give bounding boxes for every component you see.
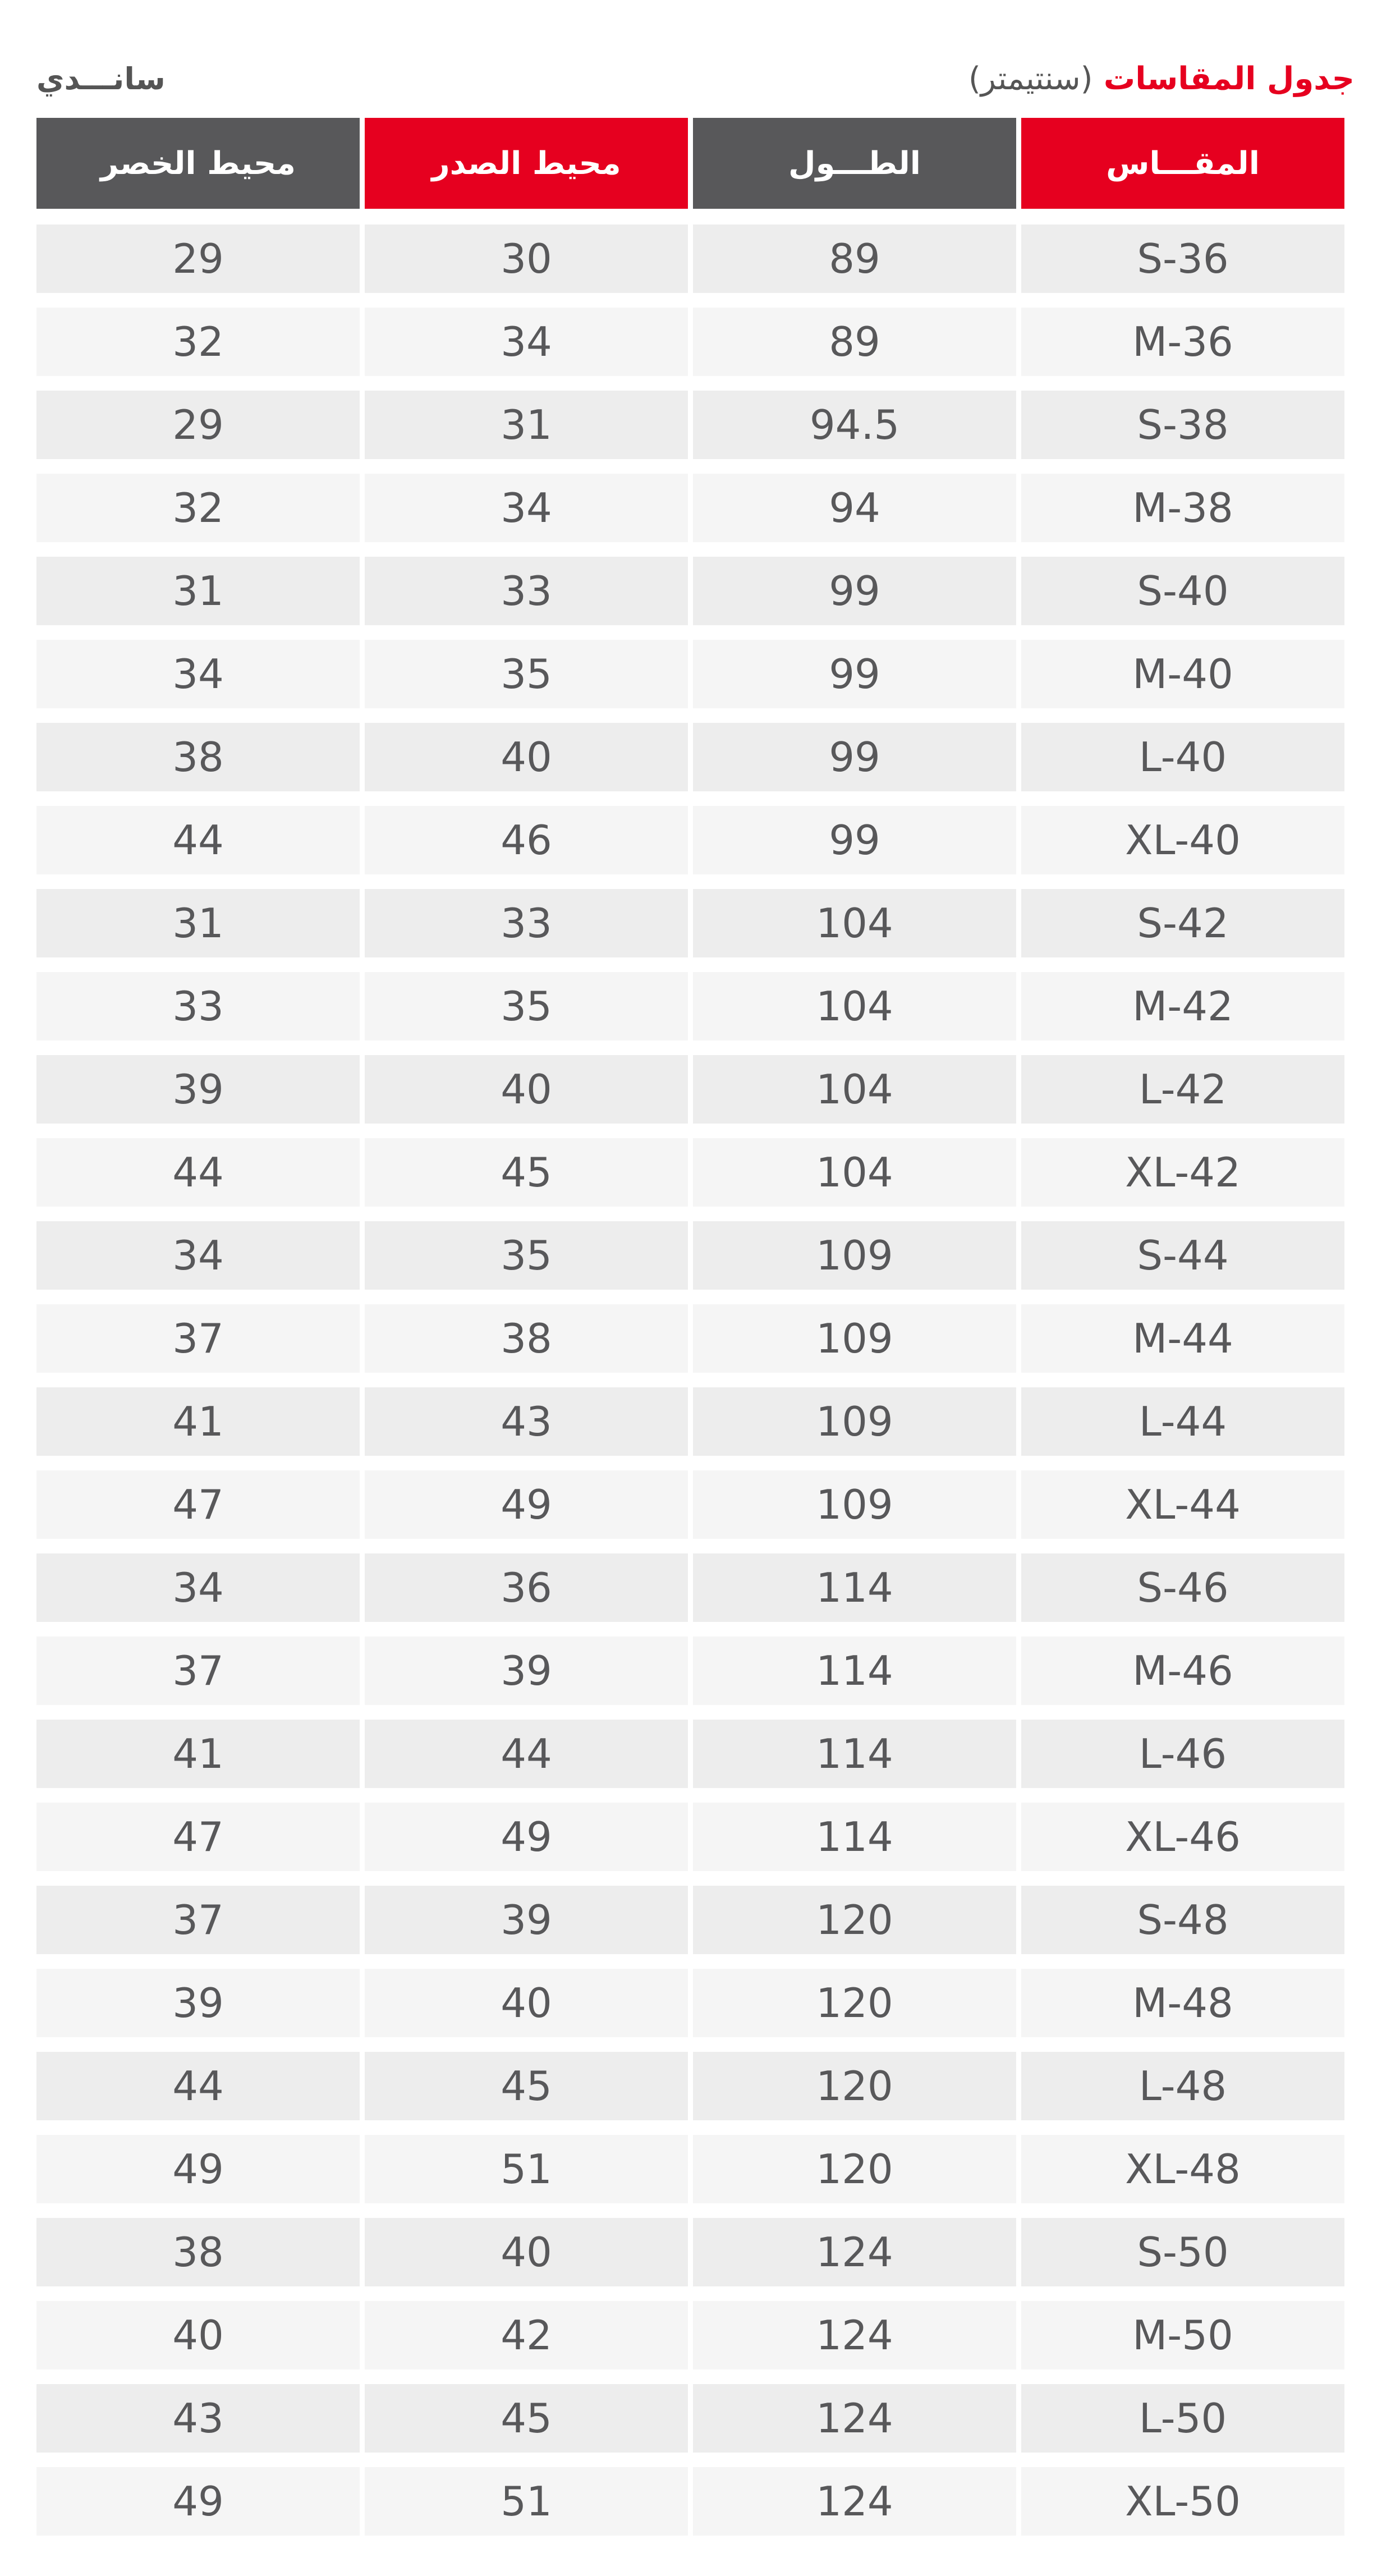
cell-length: 109 [693,1470,1016,1553]
cell-length: 120 [693,1886,1016,1969]
cell-length: 104 [693,889,1016,972]
cell-waist: 39 [36,1055,360,1138]
cell-chest: 49 [365,1803,688,1886]
cell-waist: 41 [36,1387,360,1470]
cell-waist: 38 [36,2218,360,2301]
cell-chest: 31 [365,391,688,474]
cell-waist: 31 [36,557,360,640]
table-row [36,224,1344,308]
table-row [36,2135,1344,2218]
table-row [36,1470,1344,1553]
table-row [36,2384,1344,2467]
cell-waist: 31 [36,889,360,972]
table-row [36,1387,1344,1470]
cell-length: 109 [693,1304,1016,1387]
table-row [36,723,1344,806]
cell-chest: 35 [365,640,688,723]
cell-waist: 49 [36,2135,360,2218]
cell-length: 120 [693,2135,1016,2218]
cell-length: 99 [693,557,1016,640]
cell-chest: 36 [365,1553,688,1637]
cell-waist: 29 [36,391,360,474]
cell-waist: 34 [36,640,360,723]
cell-length: 99 [693,640,1016,723]
table-row [36,1304,1344,1387]
cell-waist: 34 [36,1553,360,1637]
table-row [36,1055,1344,1138]
cell-size: S-36 [1021,224,1344,308]
cell-chest: 45 [365,1138,688,1221]
cell-length: 109 [693,1221,1016,1304]
cell-chest: 42 [365,2301,688,2384]
cell-size: L-40 [1021,723,1344,806]
cell-size: L-42 [1021,1055,1344,1138]
cell-length: 124 [693,2467,1016,2550]
cell-size: M-36 [1021,308,1344,391]
table-row [36,2218,1344,2301]
table-row [36,640,1344,723]
chart-title [968,61,1355,97]
cell-waist: 44 [36,2052,360,2135]
cell-waist: 41 [36,1720,360,1803]
cell-size: S-44 [1021,1221,1344,1304]
table-row [36,1221,1344,1304]
cell-length: 99 [693,723,1016,806]
cell-chest: 51 [365,2135,688,2218]
cell-chest: 43 [365,1387,688,1470]
cell-chest: 35 [365,1221,688,1304]
cell-length: 120 [693,2052,1016,2135]
cell-waist: 29 [36,224,360,308]
cell-waist: 37 [36,1304,360,1387]
cell-waist: 44 [36,1138,360,1221]
header-waist: محيط الخصر [36,118,360,209]
cell-waist: 34 [36,1221,360,1304]
cell-waist: 38 [36,723,360,806]
cell-chest: 30 [365,224,688,308]
header-size: المقـــاس [1021,118,1344,209]
cell-size: M-42 [1021,972,1344,1055]
cell-size: S-46 [1021,1553,1344,1637]
cell-size: L-48 [1021,2052,1344,2135]
cell-length: 114 [693,1803,1016,1886]
table-row [36,308,1344,391]
cell-length: 114 [693,1637,1016,1720]
title-row [36,53,1355,104]
product-name: سانـــدي [36,61,166,97]
cell-size: M-50 [1021,2301,1344,2384]
cell-waist: 44 [36,806,360,889]
cell-length: 89 [693,224,1016,308]
cell-size: XL-50 [1021,2467,1344,2550]
chart-title-main: جدول المقاسات [1103,60,1355,97]
cell-length: 104 [693,1138,1016,1221]
cell-length: 124 [693,2384,1016,2467]
cell-length: 94 [693,474,1016,557]
cell-size: S-50 [1021,2218,1344,2301]
chart-title-unit: (سنتيمتر) [968,60,1093,97]
table-row [36,557,1344,640]
table-row [36,2301,1344,2384]
cell-chest: 40 [365,2218,688,2301]
table-row [36,1553,1344,1637]
size-table [31,118,1349,2550]
cell-chest: 33 [365,889,688,972]
table-row [36,2052,1344,2135]
cell-size: M-38 [1021,474,1344,557]
cell-waist: 49 [36,2467,360,2550]
cell-chest: 40 [365,1055,688,1138]
cell-length: 124 [693,2301,1016,2384]
header-chest: محيط الصدر [365,118,688,209]
cell-size: M-40 [1021,640,1344,723]
cell-waist: 37 [36,1886,360,1969]
cell-waist: 37 [36,1637,360,1720]
cell-waist: 47 [36,1470,360,1553]
table-row [36,1969,1344,2052]
cell-length: 114 [693,1553,1016,1637]
cell-size: S-42 [1021,889,1344,972]
cell-size: XL-40 [1021,806,1344,889]
cell-chest: 40 [365,723,688,806]
cell-length: 99 [693,806,1016,889]
cell-length: 104 [693,972,1016,1055]
cell-length: 109 [693,1387,1016,1470]
cell-waist: 47 [36,1803,360,1886]
cell-size: S-40 [1021,557,1344,640]
cell-chest: 44 [365,1720,688,1803]
cell-size: XL-46 [1021,1803,1344,1886]
cell-length: 124 [693,2218,1016,2301]
cell-length: 114 [693,1720,1016,1803]
table-row [36,1138,1344,1221]
cell-size: L-44 [1021,1387,1344,1470]
cell-length: 120 [693,1969,1016,2052]
cell-size: XL-48 [1021,2135,1344,2218]
cell-chest: 33 [365,557,688,640]
cell-size: M-48 [1021,1969,1344,2052]
table-row [36,391,1344,474]
cell-waist: 32 [36,308,360,391]
cell-chest: 34 [365,308,688,391]
cell-chest: 35 [365,972,688,1055]
cell-waist: 43 [36,2384,360,2467]
cell-length: 89 [693,308,1016,391]
cell-chest: 40 [365,1969,688,2052]
cell-size: L-46 [1021,1720,1344,1803]
table-row [36,806,1344,889]
table-header-row [36,118,1344,209]
table-row [36,1720,1344,1803]
cell-size: L-50 [1021,2384,1344,2467]
table-body [36,209,1344,2550]
cell-waist: 33 [36,972,360,1055]
cell-chest: 51 [365,2467,688,2550]
cell-size: M-46 [1021,1637,1344,1720]
cell-chest: 49 [365,1470,688,1553]
cell-length: 94.5 [693,391,1016,474]
cell-chest: 45 [365,2384,688,2467]
cell-length: 104 [693,1055,1016,1138]
cell-chest: 45 [365,2052,688,2135]
table-row [36,1803,1344,1886]
cell-size: XL-42 [1021,1138,1344,1221]
table-row [36,2467,1344,2550]
header-spacer [36,209,1344,224]
cell-size: XL-44 [1021,1470,1344,1553]
cell-chest: 39 [365,1886,688,1969]
cell-chest: 34 [365,474,688,557]
cell-chest: 46 [365,806,688,889]
table-row [36,889,1344,972]
cell-waist: 32 [36,474,360,557]
cell-size: M-44 [1021,1304,1344,1387]
cell-chest: 39 [365,1637,688,1720]
table-row [36,1637,1344,1720]
cell-waist: 40 [36,2301,360,2384]
table-row [36,1886,1344,1969]
header-length: الطـــول [693,118,1016,209]
cell-waist: 39 [36,1969,360,2052]
cell-size: S-48 [1021,1886,1344,1969]
table-row [36,474,1344,557]
cell-chest: 38 [365,1304,688,1387]
table-row [36,972,1344,1055]
cell-size: S-38 [1021,391,1344,474]
